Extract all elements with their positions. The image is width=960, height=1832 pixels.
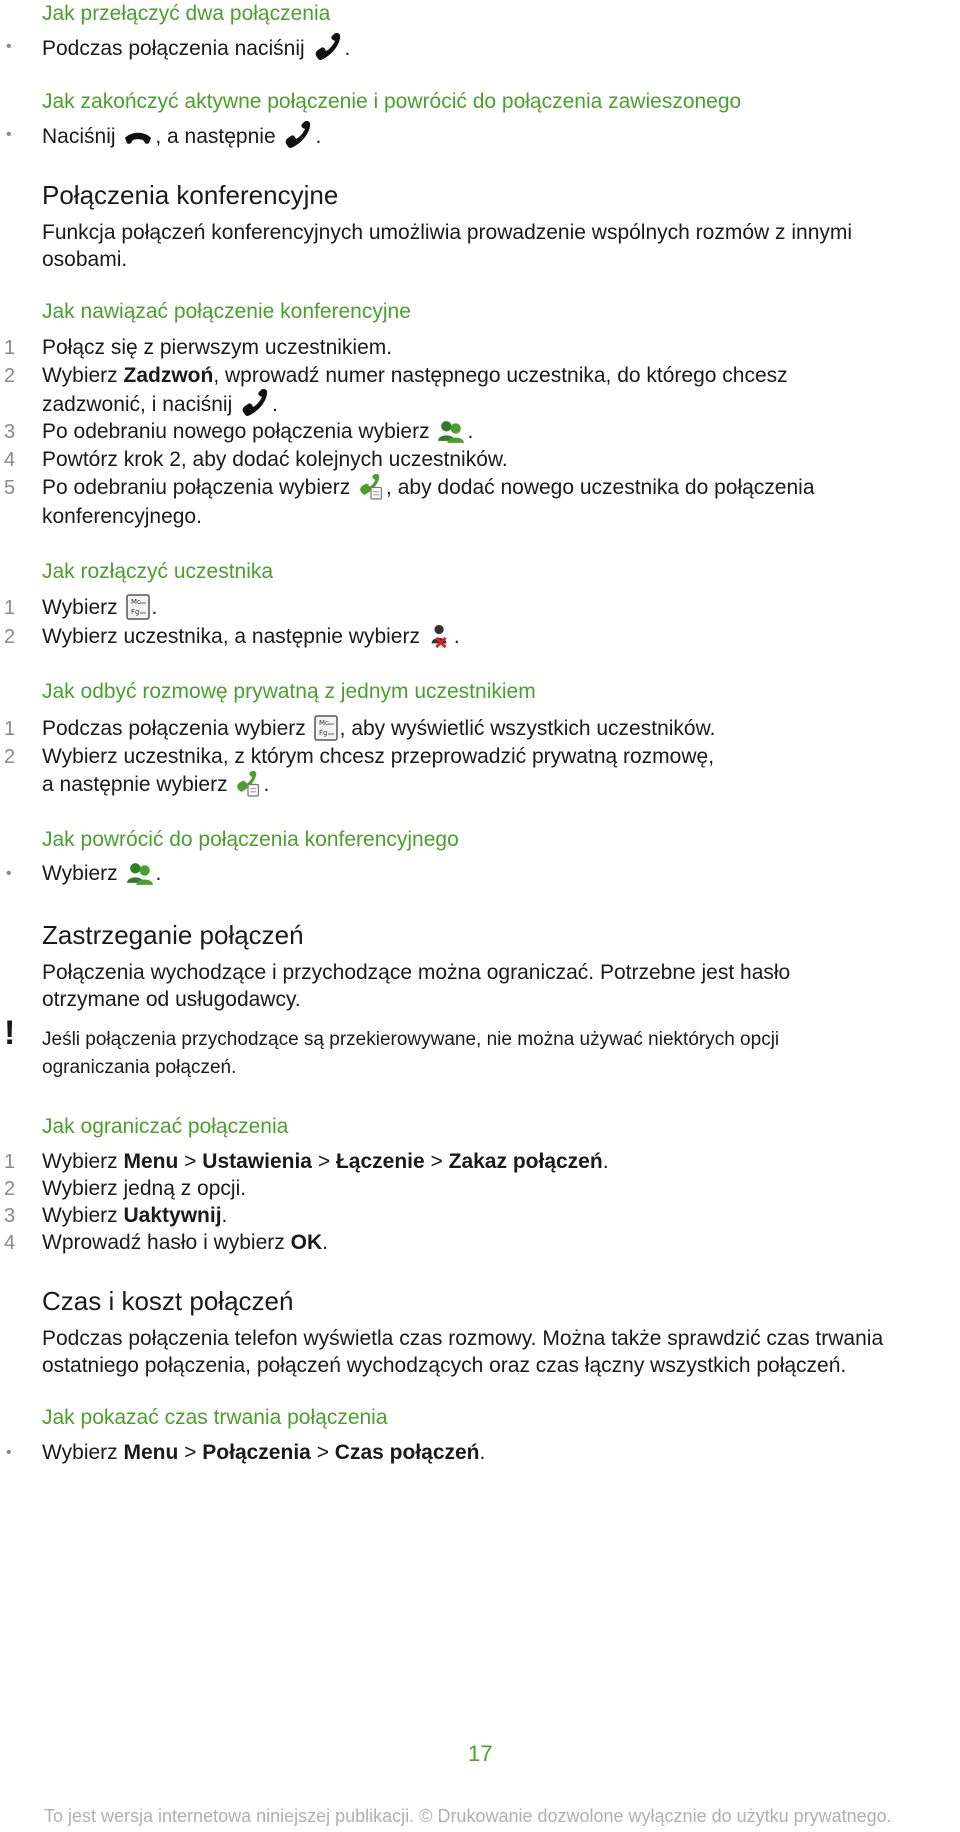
restriction-intro-line2: otrzymane od usługodawcy. bbox=[42, 988, 301, 1011]
section-title-release-participant: Jak rozłączyć uczestnika bbox=[42, 560, 274, 583]
step-number: 2 bbox=[4, 1178, 16, 1200]
warning-note-line1: Jeśli połączenia przychodzące są przekierowywane, nie można używać niektórych opcji bbox=[42, 1029, 780, 1050]
bullet: • bbox=[6, 126, 12, 143]
heading-call-restriction: Zastrzeganie połączeń bbox=[42, 920, 304, 950]
conference-step-4: Powtórz krok 2, aby dodać kolejnych uczestników. bbox=[42, 448, 508, 471]
call-key-icon bbox=[240, 389, 270, 417]
section-title-show-call-time: Jak pokazać czas trwania połączenia bbox=[42, 1406, 388, 1429]
step-number: 4 bbox=[4, 1232, 16, 1254]
conference-intro-line2: osobami. bbox=[42, 248, 128, 271]
section-title-swap-calls: Jak przełączyć dwa połączenia bbox=[42, 2, 331, 25]
swap-calls-text: Podczas połączenia naciśnij bbox=[42, 37, 305, 60]
conference-step-2-cont: zadzwonić, i naciśnij . bbox=[42, 389, 278, 419]
time-intro-line2: ostatniego połączenia, połączeń wychodzących oraz czas łączny wszystkich połączeń. bbox=[42, 1354, 847, 1377]
conference-step-1: Połącz się z pierwszym uczestnikiem. bbox=[42, 336, 393, 359]
ok-option: OK bbox=[290, 1231, 323, 1254]
join-call-icon bbox=[437, 418, 465, 444]
time-intro-line1: Podczas połączenia telefon wyświetla czas rozmowy. Można także sprawdzić czas trwania bbox=[42, 1327, 884, 1350]
bullet: • bbox=[6, 1444, 12, 1461]
step-number: 1 bbox=[4, 1151, 16, 1173]
menu-path-call-time: Czas połączeń bbox=[334, 1441, 480, 1464]
conference-step-5-cont: konferencyjnego. bbox=[42, 505, 202, 528]
section-title-restrict-calls: Jak ograniczać połączenia bbox=[42, 1115, 289, 1138]
add-to-conference-icon bbox=[358, 474, 384, 500]
call-option-label: Zadzwoń bbox=[123, 364, 214, 387]
menu-path-calls: Połączenia bbox=[202, 1441, 311, 1464]
warning-icon: ! bbox=[4, 1014, 16, 1052]
footer-note: To jest wersja internetowa niniejszej publikacji. © Drukowanie dozwolone wyłącznie do użytku prywatnego. bbox=[44, 1806, 892, 1826]
menu-path-connect: Łączenie bbox=[335, 1150, 425, 1173]
step-number: 3 bbox=[4, 1205, 16, 1227]
join-call-icon bbox=[126, 860, 154, 886]
menu-path-menu: Menu bbox=[123, 1150, 179, 1173]
conference-step-5: Po odebraniu połączenia wybierz , aby dodać nowego uczestnika do połączenia bbox=[42, 474, 815, 502]
bullet: • bbox=[6, 38, 12, 55]
menu-path-menu: Menu bbox=[123, 1441, 179, 1464]
swap-calls-item: Podczas połączenia naciśnij . bbox=[42, 33, 350, 63]
section-title-private-call: Jak odbyć rozmowę prywatną z jednym uczestnikiem bbox=[42, 680, 536, 703]
private-step-1: Podczas połączenia wybierz , aby wyświetlić wszystkich uczestników. bbox=[42, 717, 716, 740]
section-title-make-conference: Jak nawiązać połączenie konferencyjne bbox=[42, 300, 411, 323]
release-step-1: Wybierz . bbox=[42, 596, 158, 619]
step-number: 4 bbox=[4, 449, 16, 471]
warning-note-line2: ograniczania połączeń. bbox=[42, 1057, 237, 1078]
section-title-end-active-call: Jak zakończyć aktywne połączenie i powrócić do połączenia zawieszonego bbox=[42, 90, 742, 113]
heading-call-time-cost: Czas i koszt połączeń bbox=[42, 1286, 294, 1316]
restrict-step-4: Wprowadź hasło i wybierz OK. bbox=[42, 1231, 328, 1254]
step-number: 2 bbox=[4, 626, 16, 648]
end-active-call-item: Naciśnij , a następnie . bbox=[42, 121, 321, 151]
return-conference-item: Wybierz . bbox=[42, 862, 162, 885]
menu-path-barring: Zakaz połączeń bbox=[448, 1150, 603, 1173]
step-number: 2 bbox=[4, 746, 16, 768]
step-number: 1 bbox=[4, 718, 16, 740]
restrict-step-2: Wybierz jedną z opcji. bbox=[42, 1177, 247, 1200]
private-step-2-cont: a następnie wybierz . bbox=[42, 771, 269, 799]
step-number: 2 bbox=[4, 365, 16, 387]
release-step-2: Wybierz uczestnika, a następnie wybierz . bbox=[42, 625, 460, 648]
bullet: • bbox=[6, 865, 12, 882]
release-participant-icon bbox=[428, 623, 452, 649]
menu-path-settings: Ustawienia bbox=[202, 1150, 312, 1173]
restriction-intro-line1: Połączenia wychodzące i przychodzące można ograniczać. Potrzebne jest hasło bbox=[42, 961, 791, 984]
step-number: 5 bbox=[4, 477, 16, 499]
section-title-return-conference: Jak powrócić do połączenia konferencyjnego bbox=[42, 828, 459, 851]
conference-intro-line1: Funkcja połączeń konferencyjnych umożliwia prowadzenie wspólnych rozmów z innymi bbox=[42, 221, 853, 244]
page-number: 17 bbox=[468, 1741, 493, 1766]
show-call-time-item: Wybierz Menu > Połączenia > Czas połączeń. bbox=[42, 1441, 486, 1464]
step-number: 1 bbox=[4, 337, 16, 359]
participants-list-icon bbox=[126, 594, 150, 620]
heading-conference-calls: Połączenia konferencyjne bbox=[42, 180, 339, 210]
private-call-icon bbox=[235, 771, 261, 797]
participants-list-icon bbox=[314, 715, 338, 741]
private-step-2: Wybierz uczestnika, z którym chcesz przeprowadzić prywatną rozmowę, bbox=[42, 745, 715, 768]
restrict-step-1: Wybierz Menu > Ustawienia > Łączenie > Zakaz połączeń. bbox=[42, 1150, 609, 1173]
call-key-icon bbox=[283, 121, 313, 149]
restrict-step-3: Wybierz Uaktywnij. bbox=[42, 1204, 228, 1227]
activate-option: Uaktywnij bbox=[123, 1204, 222, 1227]
conference-step-3: Po odebraniu nowego połączenia wybierz . bbox=[42, 420, 474, 443]
step-number: 1 bbox=[4, 597, 16, 619]
conference-step-2: Wybierz Zadzwoń, wprowadź numer następnego uczestnika, do którego chcesz bbox=[42, 364, 788, 387]
call-key-icon bbox=[313, 33, 343, 61]
end-call-key-icon bbox=[123, 127, 153, 149]
step-number: 3 bbox=[4, 421, 16, 443]
